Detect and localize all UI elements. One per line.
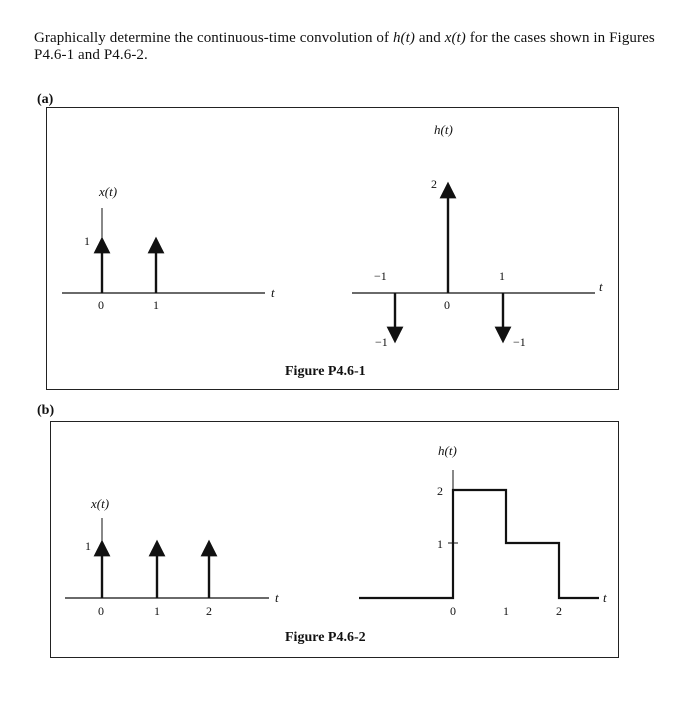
- problem-text-part1: Graphically determine the continuous-time convolution of: [34, 30, 393, 46]
- x-amp-label-a: 1: [84, 234, 90, 248]
- h-xtick-2-b: 2: [556, 604, 562, 618]
- part-a-label: (a): [37, 92, 54, 107]
- x-axis-var-a: t: [271, 285, 275, 300]
- h-neg-label-right-a: −1: [513, 335, 526, 349]
- x-tick-1-b: 1: [154, 604, 160, 618]
- x-amp-label-b: 1: [85, 539, 91, 553]
- figure-p4-6-1-panel: [46, 107, 619, 390]
- h-ytick-2-b: 2: [437, 484, 443, 498]
- h-tick-0-a: 0: [444, 298, 450, 312]
- figure-caption-a: Figure P4.6-1: [285, 364, 366, 379]
- figure-p4-6-1-graphic: [47, 108, 618, 389]
- h-plot-title-b: h(t): [438, 443, 457, 458]
- figure-caption-b: Figure P4.6-2: [285, 630, 366, 645]
- x-tick-2-b: 2: [206, 604, 212, 618]
- h-axis-var-a: t: [599, 279, 603, 294]
- h-xtick-1-b: 1: [503, 604, 509, 618]
- x-plot-a: [62, 184, 275, 312]
- h-tick-1-a: 1: [499, 269, 505, 283]
- h-neg-label-left-a: −1: [375, 335, 388, 349]
- h-plot-title-a: h(t): [434, 122, 453, 137]
- figure-p4-6-2-graphic: [51, 422, 618, 657]
- h-xtick-0-b: 0: [450, 604, 456, 618]
- h-plot-b: [359, 443, 607, 618]
- x-tick-0-b: 0: [98, 604, 104, 618]
- h-waveform-b: [359, 490, 599, 598]
- x-tick-0-a: 0: [98, 298, 104, 312]
- h-ytick-1-b: 1: [437, 537, 443, 551]
- x-plot-title-a: x(t): [99, 184, 118, 199]
- x-tick-1-a: 1: [153, 298, 159, 312]
- problem-text-and: and: [415, 30, 445, 46]
- problem-text-part2: for the cases shown in Figures P4.6-1 and P4.6-2.: [34, 30, 655, 63]
- h-tick-minus1-a: −1: [374, 269, 387, 283]
- x-symbol: x(t): [444, 30, 466, 46]
- h-symbol: h(t): [392, 30, 416, 46]
- h-plot-a: [352, 122, 603, 349]
- figure-p4-6-2-panel: [50, 421, 619, 658]
- x-axis-var-b: t: [275, 590, 279, 605]
- x-plot-title-b: x(t): [91, 496, 110, 511]
- part-b-label: (b): [37, 403, 55, 418]
- problem-statement: [34, 30, 659, 64]
- h-amp-label-a: 2: [431, 177, 437, 191]
- x-plot-b: [65, 496, 279, 618]
- h-axis-var-b: t: [603, 590, 607, 605]
